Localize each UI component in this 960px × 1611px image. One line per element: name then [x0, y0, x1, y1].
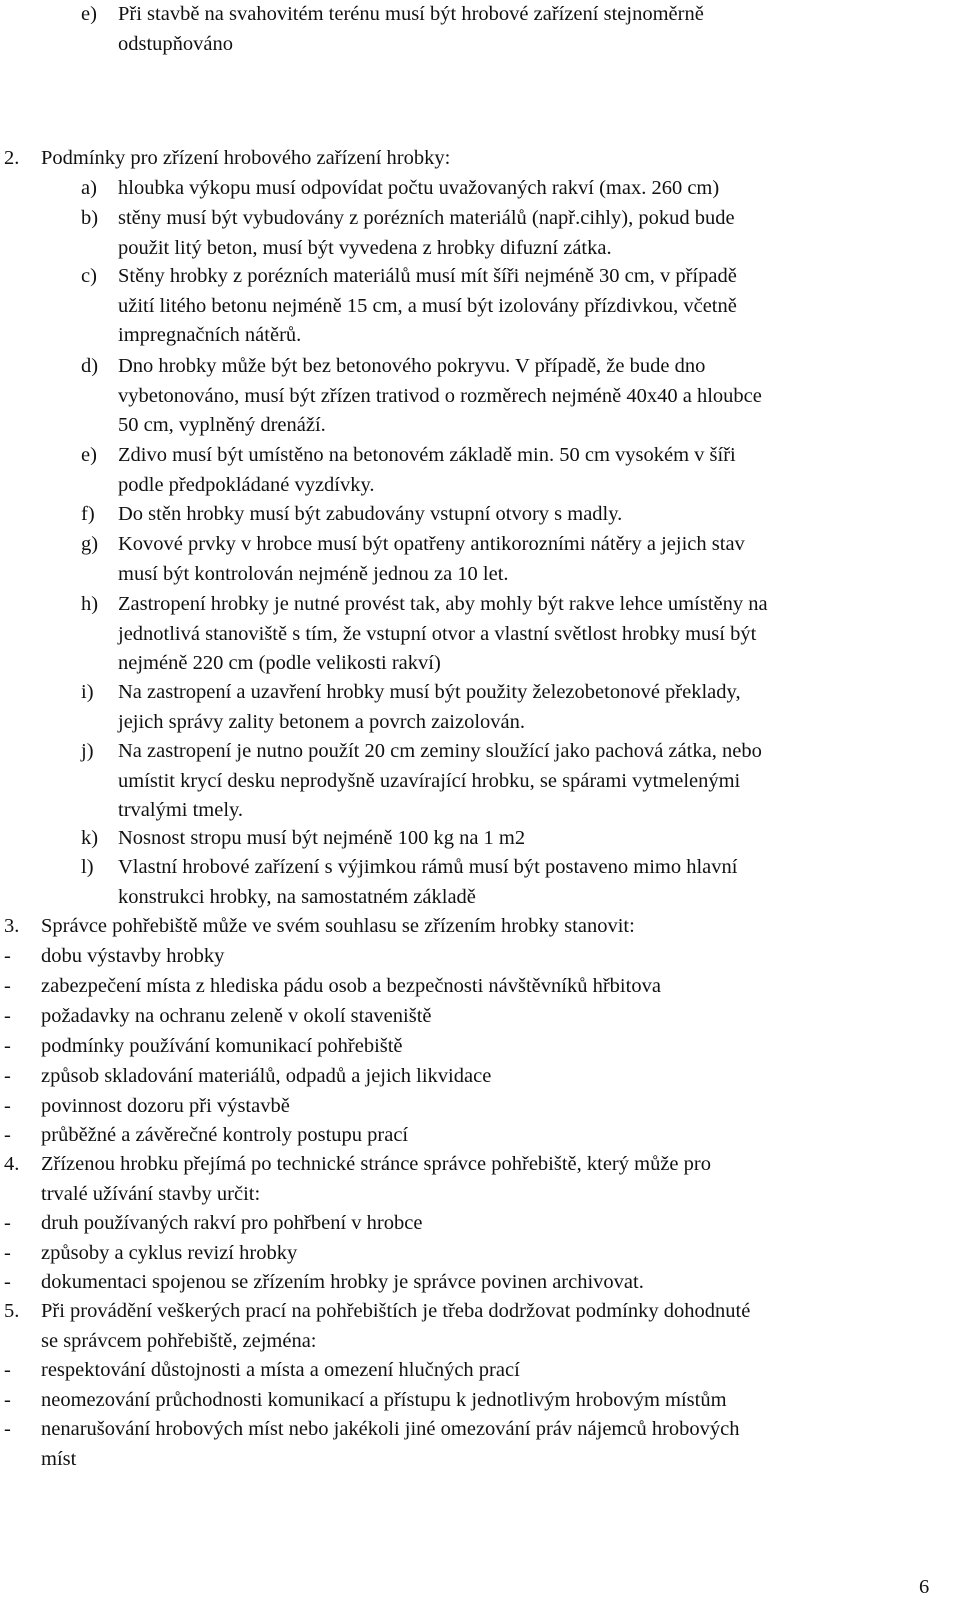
- text-line: použit litý beton, musí být vyvedena z hrobky difuzní zátka.: [118, 236, 612, 259]
- text-line: Podmínky pro zřízení hrobového zařízení hrobky:: [41, 147, 451, 169]
- text-line: podmínky používání komunikací pohřebiště: [41, 1035, 403, 1057]
- list-marker: e): [81, 444, 97, 466]
- text-line: jednotlivá stanoviště s tím, že vstupní otvor a vlastní světlost hrobky musí být: [118, 622, 757, 645]
- text-line: Při stavbě na svahovitém terénu musí být hrobové zařízení stejnoměrně: [118, 3, 704, 25]
- text-line: konstrukci hrobky, na samostatném základě: [118, 885, 476, 908]
- text-line: Na zastropení je nutno použít 20 cm zeminy sloužící jako pachová zátka, nebo: [118, 740, 762, 762]
- list-marker: -: [4, 1359, 11, 1381]
- text-line: nejméně 220 cm (podle velikosti rakví): [118, 652, 441, 674]
- list-marker: h): [81, 593, 99, 615]
- text-line: Stěny hrobky z porézních materiálů musí mít šíři nejméně 30 cm, v případě: [118, 265, 737, 287]
- list-marker: -: [4, 1212, 11, 1234]
- text-line: Zastropení hrobky je nutné provést tak, aby mohly být rakve lehce umístěny na: [118, 593, 768, 615]
- text-line: Vlastní hrobové zařízení s výjimkou rámů musí být postaveno mimo hlavní: [118, 856, 738, 878]
- text-line: 50 cm, vyplněný drenáží.: [118, 414, 326, 436]
- text-line: nenarušování hrobových míst nebo jakékoli jiné omezování práv nájemců hrobových: [41, 1418, 740, 1440]
- text-line: Při provádění veškerých prací na pohřebištích je třeba dodržovat podmínky dohodnuté: [41, 1300, 751, 1322]
- text-line: dokumentaci spojenou se zřízením hrobky je správce povinen archivovat.: [41, 1271, 644, 1293]
- text-line: odstupňováno: [118, 32, 234, 55]
- text-line: trvalými tmely.: [118, 799, 244, 821]
- list-marker: 2.: [4, 147, 20, 169]
- text-line: Dno hrobky může být bez betonového pokryvu. V případě, že bude dno: [118, 355, 706, 377]
- list-marker: 5.: [4, 1300, 20, 1322]
- text-line: Kovové prvky v hrobce musí být opatřeny antikorozními nátěry a jejich stav: [118, 533, 745, 555]
- text-line: podle předpokládané vyzdívky.: [118, 473, 375, 496]
- text-line: dobu výstavby hrobky: [41, 945, 225, 967]
- text-line: zabezpečení místa z hlediska pádu osob a bezpečnosti návštěvníků hřbitova: [41, 975, 661, 997]
- text-line: míst: [41, 1447, 77, 1470]
- text-line: neomezování průchodnosti komunikací a přístupu k jednotlivým hrobovým místům: [41, 1389, 727, 1411]
- list-marker: 4.: [4, 1153, 20, 1175]
- text-line: způsob skladování materiálů, odpadů a jejich likvidace: [41, 1065, 492, 1087]
- list-marker: c): [81, 265, 97, 287]
- list-marker: l): [81, 856, 94, 878]
- list-marker: j): [81, 740, 94, 762]
- list-marker: -: [4, 975, 11, 997]
- text-line: průběžné a závěrečné kontroly postupu prací: [41, 1124, 409, 1146]
- list-marker: -: [4, 1389, 11, 1411]
- text-line: stěny musí být vybudovány z porézních materiálů (např.cihly), pokud bude: [118, 207, 735, 229]
- text-line: druh používaných rakví pro pohřbení v hrobce: [41, 1212, 423, 1234]
- list-marker: i): [81, 681, 94, 703]
- text-line: Zřízenou hrobku přejímá po technické stránce správce pohřebiště, který může pro: [41, 1153, 711, 1175]
- text-line: užití litého betonu nejméně 15 cm, a musí být izolovány přízdivkou, včetně: [118, 294, 737, 317]
- text-line: umístit krycí desku neprodyšně uzavírající hrobku, se spárami vytmelenými: [118, 769, 741, 792]
- text-line: Na zastropení a uzavření hrobky musí být použity železobetonové překlady,: [118, 681, 741, 703]
- text-line: Správce pohřebiště může ve svém souhlasu se zřízením hrobky stanovit:: [41, 915, 635, 937]
- page-number: 6: [919, 1576, 930, 1598]
- text-line: se správcem pohřebiště, zejména:: [41, 1329, 317, 1352]
- text-line: povinnost dozoru při výstavbě: [41, 1095, 290, 1117]
- list-marker: 3.: [4, 915, 20, 937]
- list-marker: -: [4, 1005, 11, 1027]
- text-line: Zdivo musí být umístěno na betonovém základě min. 50 cm vysokém v šíři: [118, 444, 736, 466]
- list-marker: g): [81, 533, 99, 555]
- list-marker: f): [81, 503, 95, 525]
- list-marker: b): [81, 207, 99, 229]
- text-line: trvalé užívání stavby určit:: [41, 1182, 261, 1205]
- text-line: vybetonováno, musí být zřízen trativod o rozměrech nejméně 40x40 a hloubce: [118, 384, 762, 407]
- list-marker: e): [81, 3, 97, 25]
- text-line: jejich správy zality betonem a povrch zaizolován.: [118, 710, 525, 733]
- list-marker: -: [4, 1035, 11, 1057]
- text-line: respektování důstojnosti a místa a omezení hlučných prací: [41, 1359, 520, 1381]
- text-line: požadavky na ochranu zeleně v okolí staveniště: [41, 1005, 432, 1027]
- list-marker: -: [4, 1124, 11, 1146]
- text-line: impregnačních nátěrů.: [118, 324, 302, 346]
- text-line: hloubka výkopu musí odpovídat počtu uvažovaných rakví (max. 260 cm): [118, 177, 720, 199]
- list-marker: -: [4, 1418, 11, 1440]
- text-line: musí být kontrolován nejméně jednou za 10 let.: [118, 562, 509, 585]
- list-marker: d): [81, 355, 99, 377]
- list-marker: -: [4, 1095, 11, 1117]
- text-line: Do stěn hrobky musí být zabudovány vstupní otvory s madly.: [118, 503, 623, 525]
- text-line: způsoby a cyklus revizí hrobky: [41, 1242, 298, 1264]
- list-marker: -: [4, 1242, 11, 1264]
- list-marker: -: [4, 1271, 11, 1293]
- text-line: Nosnost stropu musí být nejméně 100 kg na 1 m2: [118, 827, 526, 849]
- list-marker: k): [81, 827, 99, 849]
- list-marker: -: [4, 945, 11, 967]
- list-marker: -: [4, 1065, 11, 1087]
- list-marker: a): [81, 177, 97, 199]
